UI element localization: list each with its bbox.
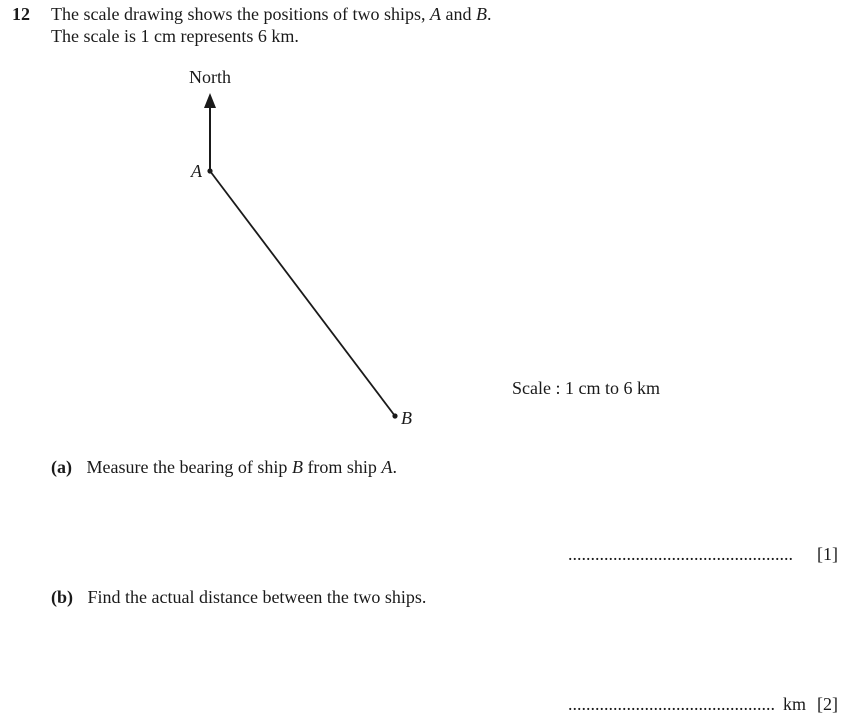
ship-b-ref: B	[475, 4, 487, 24]
scale-note: Scale : 1 cm to 6 km	[512, 378, 660, 398]
question-number: 12	[12, 4, 30, 24]
point-b	[392, 413, 397, 418]
part-b-answer-line[interactable]	[568, 694, 775, 715]
ship-a-ref: A	[429, 4, 441, 24]
part-a-text-pre: Measure the bearing of ship	[86, 457, 292, 477]
part-b-label: (b)	[51, 587, 73, 607]
point-a-label: A	[191, 161, 202, 181]
part-a-question	[51, 457, 397, 478]
part-a-text-mid: from ship	[302, 457, 382, 477]
north-arrowhead-icon	[204, 93, 216, 108]
part-a-answer-line[interactable]	[568, 544, 793, 565]
stem-text: The scale drawing shows the positions of two ships,	[51, 4, 430, 24]
stem-and: and	[440, 4, 476, 24]
part-b-text: Find the actual distance between the two ships.	[87, 587, 427, 607]
stem-period: .	[486, 4, 492, 24]
part-a-ship-b: B	[291, 457, 303, 477]
part-b-unit: km	[783, 694, 807, 714]
part-a-text	[87, 457, 397, 477]
point-a	[207, 168, 212, 173]
part-a-label: (a)	[51, 457, 72, 477]
part-b-answer-dots[interactable]: ..............................................	[568, 694, 775, 714]
part-a-text-end: .	[392, 457, 397, 477]
part-b-question	[51, 587, 426, 608]
part-b-marks: [2]	[817, 694, 838, 714]
line-ab	[210, 171, 395, 416]
part-a-marks: [1]	[817, 544, 838, 564]
question-stem-line-2: The scale is 1 cm represents 6 km.	[51, 26, 299, 46]
north-label: North	[189, 67, 231, 87]
part-a-answer-dots[interactable]: ..................................................	[568, 544, 793, 564]
point-b-label: B	[401, 408, 412, 428]
part-a-ship-a: A	[381, 457, 393, 477]
